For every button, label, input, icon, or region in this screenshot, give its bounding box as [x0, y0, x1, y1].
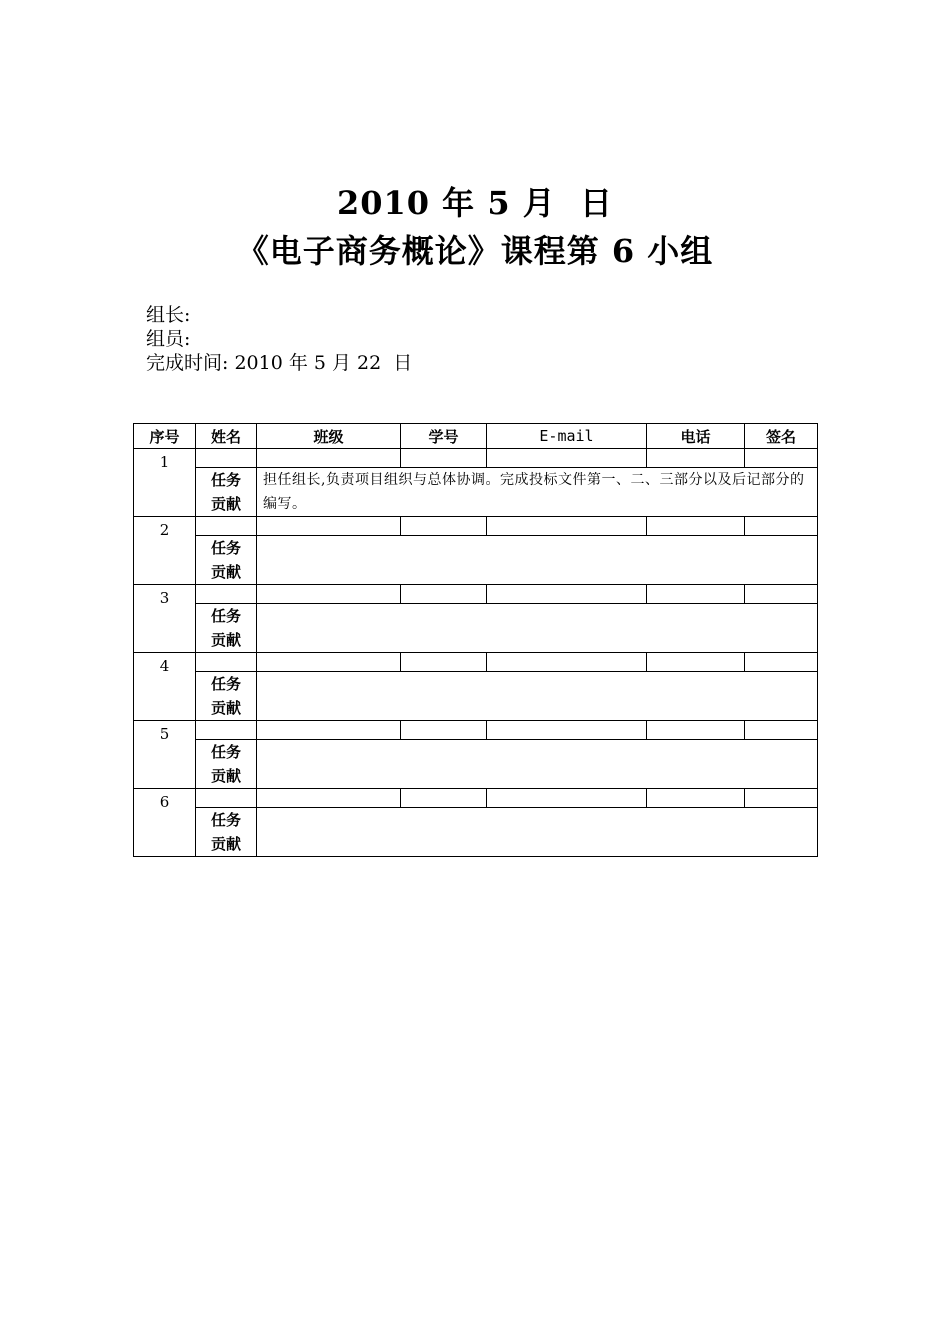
- roster-table: [133, 423, 818, 857]
- member-email-cell[interactable]: [487, 585, 647, 604]
- member-id-cell[interactable]: [401, 517, 487, 536]
- member-class-cell[interactable]: [257, 585, 401, 604]
- col-header-seq: 序号: [134, 424, 196, 449]
- task-label-line2: 贡献: [210, 835, 241, 853]
- member-phone-cell[interactable]: [647, 653, 745, 672]
- task-contribution-label: [196, 468, 257, 517]
- member-class-cell[interactable]: [257, 449, 401, 468]
- member-row: [134, 789, 818, 808]
- task-row: [134, 468, 818, 517]
- col-header-student-id: 学号: [401, 424, 487, 449]
- col-header-signature: 签名: [745, 424, 818, 449]
- member-name-cell[interactable]: [196, 789, 257, 808]
- task-description[interactable]: [257, 672, 818, 721]
- member-seq: 3: [134, 585, 196, 653]
- col-header-email: E-mail: [487, 424, 647, 449]
- task-contribution-label: [196, 672, 257, 721]
- task-description[interactable]: 担任组长,负责项目组织与总体协调。完成投标文件第一、二、三部分以及后记部分的编写。: [257, 468, 818, 517]
- task-label-line1: 任务: [210, 811, 241, 829]
- member-signature-cell[interactable]: [745, 517, 818, 536]
- member-seq: 4: [134, 653, 196, 721]
- task-row: [134, 672, 818, 721]
- task-contribution-label: [196, 808, 257, 857]
- task-description[interactable]: [257, 536, 818, 585]
- member-row: [134, 449, 818, 468]
- task-label-line2: 贡献: [210, 631, 241, 649]
- task-label-line2: 贡献: [210, 699, 241, 717]
- member-seq: 6: [134, 789, 196, 857]
- member-phone-cell[interactable]: [647, 585, 745, 604]
- member-phone-cell[interactable]: [647, 517, 745, 536]
- member-class-cell[interactable]: [257, 517, 401, 536]
- member-signature-cell[interactable]: [745, 721, 818, 740]
- member-row: [134, 517, 818, 536]
- task-contribution-label: [196, 536, 257, 585]
- task-label-line2: 贡献: [210, 495, 241, 513]
- member-name-cell[interactable]: [196, 653, 257, 672]
- task-description[interactable]: [257, 604, 818, 653]
- member-email-cell[interactable]: [487, 653, 647, 672]
- member-row: [134, 721, 818, 740]
- member-class-cell[interactable]: [257, 721, 401, 740]
- task-row: [134, 740, 818, 789]
- task-contribution-label: [196, 604, 257, 653]
- member-class-cell[interactable]: [257, 789, 401, 808]
- member-phone-cell[interactable]: [647, 721, 745, 740]
- member-signature-cell[interactable]: [745, 449, 818, 468]
- members-label: 组员:: [146, 328, 191, 350]
- member-signature-cell[interactable]: [745, 585, 818, 604]
- task-label-line1: 任务: [210, 743, 241, 761]
- leader-label: 组长:: [146, 304, 191, 326]
- col-header-phone: 电话: [647, 424, 745, 449]
- member-email-cell[interactable]: [487, 721, 647, 740]
- task-description[interactable]: [257, 808, 818, 857]
- member-name-cell[interactable]: [196, 585, 257, 604]
- task-row: [134, 604, 818, 653]
- member-name-cell[interactable]: [196, 449, 257, 468]
- member-phone-cell[interactable]: [647, 789, 745, 808]
- member-id-cell[interactable]: [401, 653, 487, 672]
- member-seq: 1: [134, 449, 196, 517]
- member-seq: 2: [134, 517, 196, 585]
- member-id-cell[interactable]: [401, 449, 487, 468]
- member-signature-cell[interactable]: [745, 789, 818, 808]
- member-row: [134, 653, 818, 672]
- member-class-cell[interactable]: [257, 653, 401, 672]
- col-header-class: 班级: [257, 424, 401, 449]
- task-contribution-label: [196, 740, 257, 789]
- task-label-line2: 贡献: [210, 563, 241, 581]
- task-row: [134, 808, 818, 857]
- task-label-line1: 任务: [210, 471, 241, 489]
- member-seq: 5: [134, 721, 196, 789]
- member-id-cell[interactable]: [401, 585, 487, 604]
- finish-time: 完成时间: 2010 年 5 月 22 日: [146, 352, 413, 374]
- member-signature-cell[interactable]: [745, 653, 818, 672]
- task-label-line2: 贡献: [210, 767, 241, 785]
- date-title: 2010 年 5 月 日: [336, 184, 614, 222]
- member-email-cell[interactable]: [487, 789, 647, 808]
- course-title: 《电子商务概论》课程第 6 小组: [236, 232, 714, 270]
- task-label-line1: 任务: [210, 539, 241, 557]
- task-description[interactable]: [257, 740, 818, 789]
- member-name-cell[interactable]: [196, 517, 257, 536]
- task-label-line1: 任务: [210, 675, 241, 693]
- member-phone-cell[interactable]: [647, 449, 745, 468]
- member-id-cell[interactable]: [401, 789, 487, 808]
- task-row: [134, 536, 818, 585]
- member-id-cell[interactable]: [401, 721, 487, 740]
- task-label-line1: 任务: [210, 607, 241, 625]
- col-header-name: 姓名: [196, 424, 257, 449]
- member-email-cell[interactable]: [487, 449, 647, 468]
- member-name-cell[interactable]: [196, 721, 257, 740]
- header-row: [134, 424, 818, 449]
- member-email-cell[interactable]: [487, 517, 647, 536]
- member-row: [134, 585, 818, 604]
